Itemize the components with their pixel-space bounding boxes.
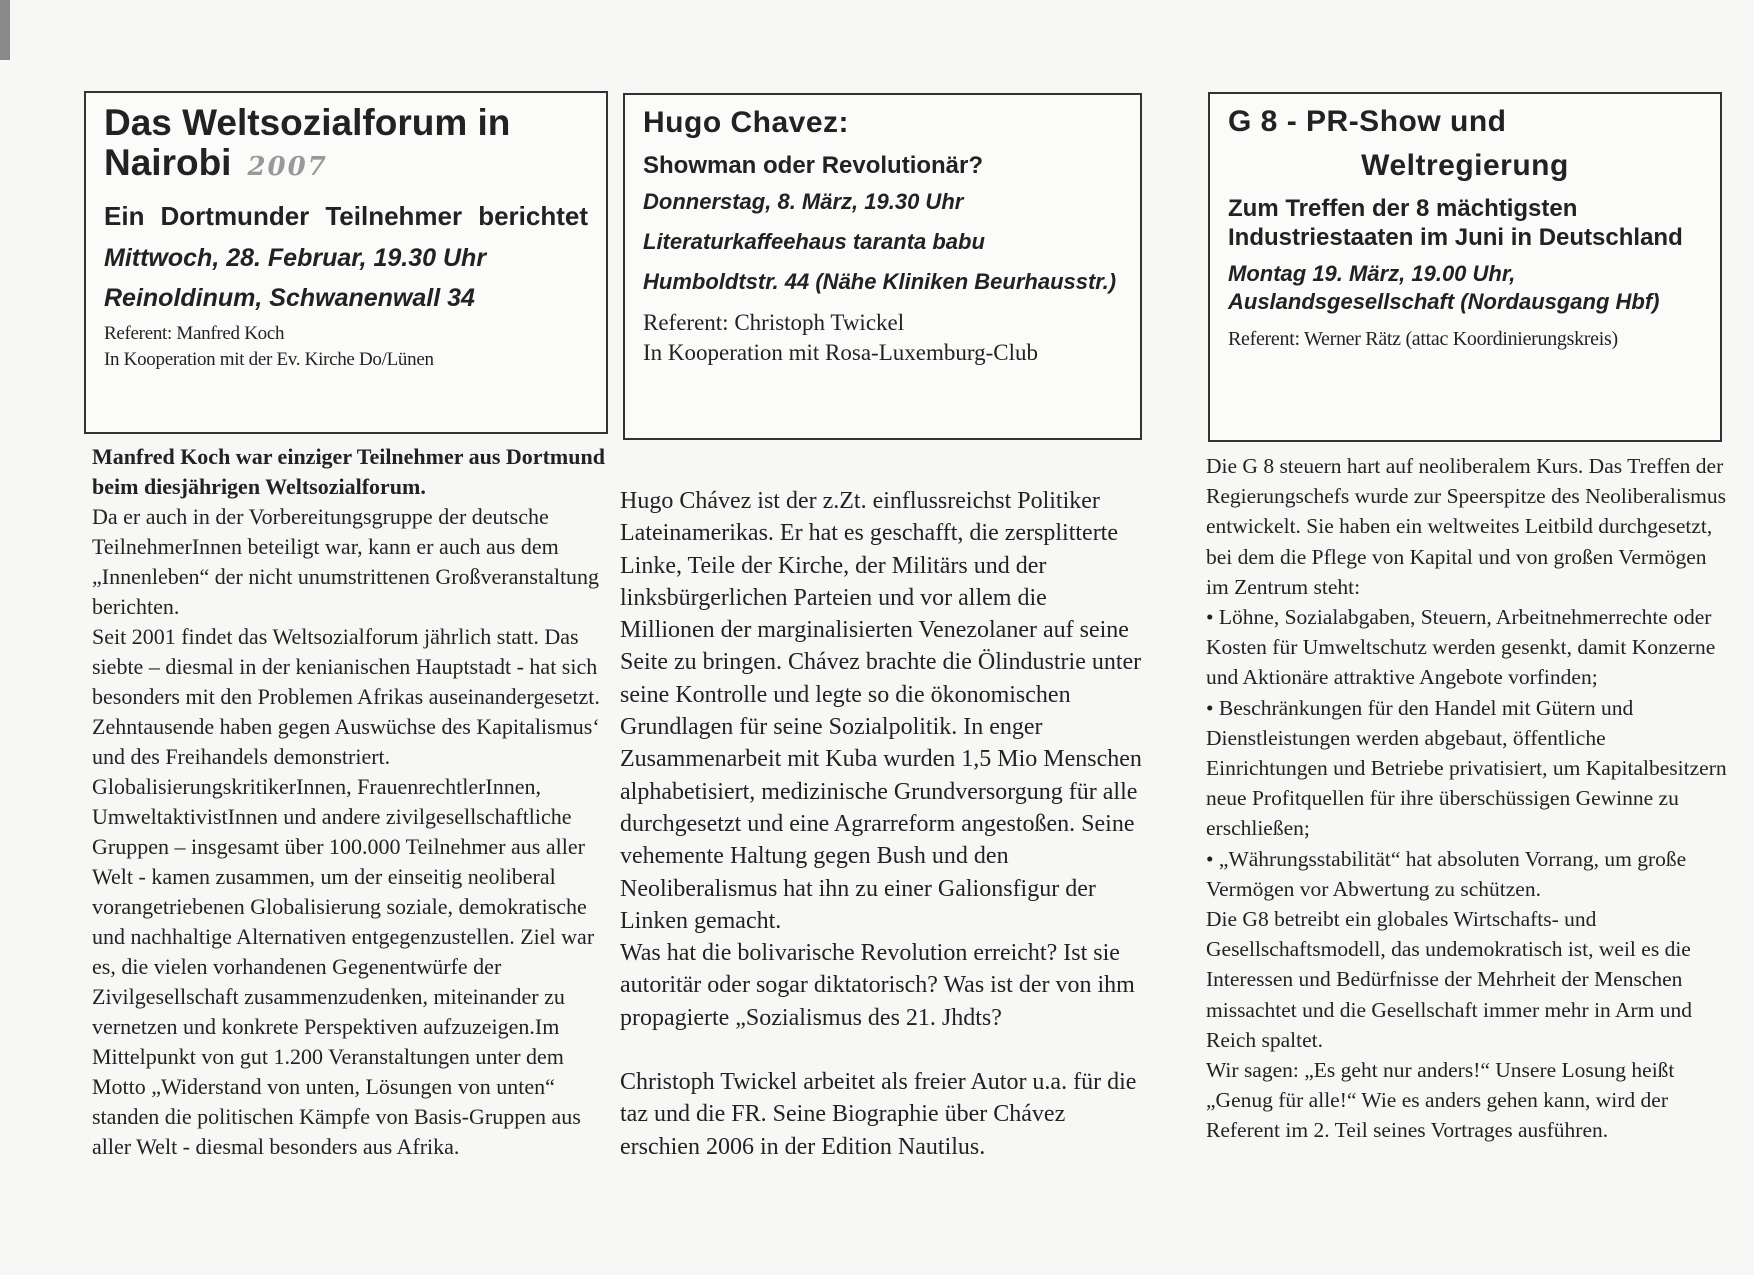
article-bio: Christoph Twickel arbeitet als freier Autor u.a. für die taz und die FR. Seine Biographie über Chávez erschien 2006 in der Edition Nautilus. (620, 1069, 1137, 1160)
article-question: Was hat die bolivarische Revolution erreicht? Ist sie autoritär oder sogar diktatorisch? Was ist der von ihm propagierte „Sozialismus des 21. Jhdts? (620, 940, 1135, 1031)
event-venue: Reinoldinum, Schwanenwall 34 (104, 284, 475, 312)
event-box-g8 (1208, 92, 1722, 442)
event-date: Montag 19. März, 19.00 Uhr, (1228, 261, 1516, 286)
article-closing: Wir sagen: „Es geht nur anders!“ Unsere Losung heißt „Genug für alle!“ Wie es anders gehen kann, wird der Referent im 2. Teil seines Vortrages ausführen. (1206, 1058, 1675, 1143)
event-cooperation: In Kooperation mit der Ev. Kirche Do/Lünen (104, 349, 434, 370)
article-chavez (620, 485, 1144, 1163)
event-title: Hugo Chavez: (643, 106, 850, 139)
event-subtitle: Showman oder Revolutionär? (643, 152, 984, 179)
event-box-chavez (623, 93, 1142, 440)
article-paragraph: Hugo Chávez ist der z.Zt. einflussreichst Politiker Lateinamerikas. Er hat es geschafft, die zersplitterte Linke, Teile der Kirche, der Militärs und der linksbürgerlichen Parteien und vor allem die Millionen der marginalisierten Venezolaner auf seine Seite zu bringen. Chávez brachte die Ölindustrie unter seine Kontrolle und legte so die ökonomischen Grundlagen für seine Sozialpolitik. In enger Zusammenarbeit mit Kuba wurden 1,5 Mio Menschen alphabetisiert, medizinische Grundversorgung für alle durchgesetzt und eine Agrarreform angestoßen. Seine vehemente Haltung gegen Bush und den Neoliberalismus hat ihn zu einer Galionsfigur der Linken gemacht. (620, 488, 1142, 934)
event-speaker: Referent: Manfred Koch (104, 323, 285, 344)
event-box-weltsozialforum (84, 91, 608, 434)
article-bullet: • Löhne, Sozialabgaben, Steuern, Arbeitnehmerrechte oder Kosten für Umweltschutz werden gesenkt, damit Konzerne und Aktionäre attraktive Angebote vorfinden; (1206, 605, 1716, 690)
event-speaker: Referent: Christoph Twickel (643, 310, 905, 335)
event-venue: Auslandsgesellschaft (Nordausgang Hbf) (1228, 289, 1660, 314)
event-cooperation: In Kooperation mit Rosa-Luxemburg-Club (643, 340, 1038, 365)
article-lead: Manfred Koch war einziger Teilnehmer aus Dortmund beim diesjährigen Weltsozialforum. (92, 444, 605, 499)
article-paragraph: Da er auch in der Vorbereitungsgruppe der deutsche TeilnehmerInnen beteiligt war, kann er auch aus dem „Innenleben“ der nicht unumstrittenen Großveranstaltung berichten. (92, 504, 600, 619)
article-paragraph: Seit 2001 findet das Weltsozialforum jährlich statt. Das siebte – diesmal in der kenianischen Hauptstadt - hat sich besonders mit den Problemen Afrikas auseinandergesetzt. Zehntausende haben gegen Auswüchse des Kapitalismus‘ und des Freihandels demonstriert. GlobalisierungskritikerInnen, FrauenrechtlerInnen, UmweltaktivistInnen und andere zivilgesellschaftliche Gruppen – insgesamt über 100.000 Teilnehmer aus aller Welt - kamen zusammen, um der einseitig neoliberal vorangetriebenen Globalisierung soziale, demokratische und nachhaltige Alternativen entgegenzustellen. Ziel war es, die vielen vorhandenen Gegenentwürfe der Zivilgesellschaft zusammenzudenken, miteinander zu vernetzen und konkrete Perspektiven aufzuzeigen.Im Mittelpunkt von gut 1.200 Veranstaltungen unter dem Motto „Widerstand von unten, Lösungen von unten“ standen die politischen Kämpfe von Basis-Gruppen aus aller Welt - diesmal besonders aus Afrika. (92, 624, 600, 1159)
event-address: Humboldtstr. 44 (Nähe Kliniken Beurhausstr.) (643, 269, 1117, 294)
article-g8 (1206, 451, 1730, 1146)
handwritten-note: 2007 (247, 152, 328, 182)
article-paragraph: Die G8 betreibt ein globales Wirtschafts- und Gesellschaftsmodell, das undemokratisch ist, weil es die Interessen und Bedürfnisse der Mehrheit der Menschen missachtet und die Gesellschaft immer mehr in Arm und Reich spaltet. (1206, 907, 1693, 1052)
article-bullet: • „Währungsstabilität“ hat absoluten Vorrang, um große Vermögen vor Abwertung zu schützen. (1206, 846, 1687, 901)
event-subtitle: Zum Treffen der 8 mächtigsten Industriestaaten im Juni in Deutschland (1228, 195, 1683, 251)
article-intro: Die G 8 steuern hart auf neoliberalem Kurs. Das Treffen der Regierungschefs wurde zur Speerspitze des Neoliberalismus entwickelt. Sie haben ein weltweites Leitbild durchgesetzt, bei dem die Pflege von Kapital und von großen Vermögen im Zentrum steht: (1206, 454, 1727, 599)
event-date: Mittwoch, 28. Februar, 19.30 Uhr (104, 244, 487, 272)
event-date: Donnerstag, 8. März, 19.30 Uhr (643, 189, 964, 214)
event-venue: Literaturkaffeehaus taranta babu (643, 229, 985, 254)
event-title-line1: G 8 - PR-Show und (1228, 105, 1507, 138)
event-title-line2: Weltregierung (1361, 149, 1569, 182)
event-speaker: Referent: Werner Rätz (attac Koordinierungskreis) (1228, 328, 1618, 350)
scan-edge (0, 0, 10, 60)
event-subtitle: Ein Dortmunder Teilnehmer berichtet (104, 201, 588, 231)
event-title: Das Weltsozialforum in Nairobi 2007 (104, 102, 511, 183)
article-bullet: • Beschränkungen für den Handel mit Gütern und Dienstleistungen werden abgebaut, öffentliche Einrichtungen und Betriebe privatisiert, um Kapitalbesitzern neue Profitquellen für ihre überschüssigen Gewinne zu erschließen; (1206, 695, 1727, 841)
article-weltsozialforum (92, 442, 612, 1162)
